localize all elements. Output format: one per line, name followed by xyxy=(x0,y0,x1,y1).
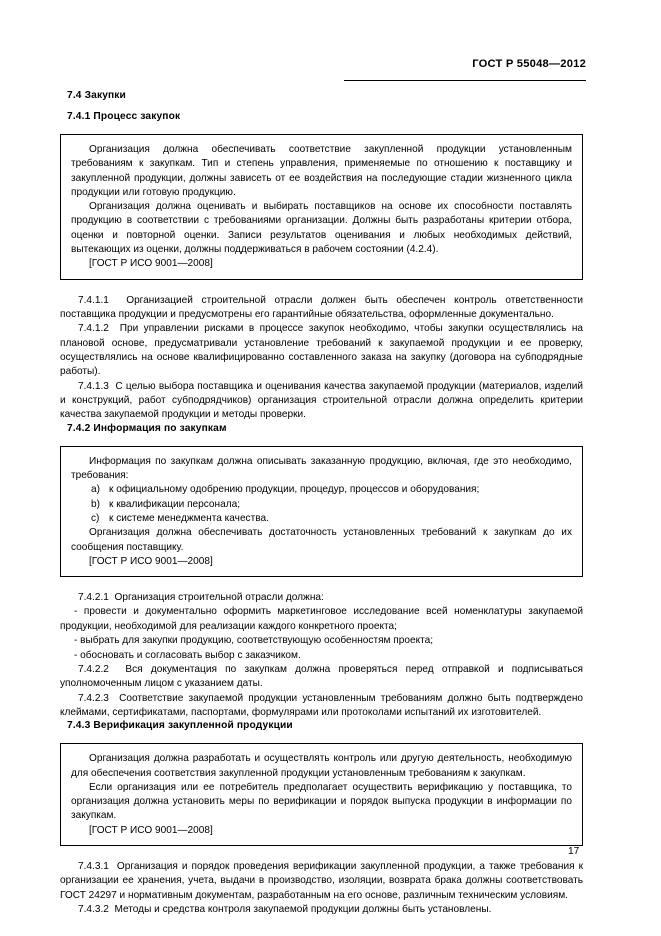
heading-7-4: 7.4 Закупки xyxy=(67,90,126,101)
list-marker: a) xyxy=(91,484,100,496)
heading-7-4-1: 7.4.1 Процесс закупок xyxy=(67,111,181,122)
clause-number: 7.4.1.1 xyxy=(78,294,109,306)
clause-number: 7.4.1.2 xyxy=(78,323,109,335)
box2-requirements-list xyxy=(71,483,572,526)
box3-paragraph-2: Если организация или ее потребитель предполагает осуществить верификацию у поставщика, то организация должна установить меры по верификации и порядок выпуска продукции в информации по закупкам. xyxy=(71,781,572,822)
clause-7-4-1-3 xyxy=(60,380,583,423)
standard-number-header: ГОСТ Р 55048—2012 xyxy=(472,58,586,70)
box1-source-reference: [ГОСТ Р ИСО 9001—2008] xyxy=(89,258,213,270)
clause-text: При управлении рисками в процессе закупок необходимо, чтобы закупки осуществлялись на плановой основе, предусматривали установление требований к закупаемой продукции и ее проверку, осуществлялись на основе квалифицированно составленного заказа на закупку (договора на субподрядные работы). xyxy=(60,323,584,378)
list-item xyxy=(71,512,572,526)
clause-text: Организацией строительной отрасли должен быть обеспечен контроль ответственности поставщика продукции и предусмотрены его гарантийные обязательства, оформленные документально. xyxy=(60,294,583,321)
list-item xyxy=(71,483,572,497)
box1-paragraph-1: Организация должна обеспечивать соответствие закупленной продукции установленным требованиям к закупкам. Тип и степень управления, применяемые по отношению к поставщику и закупленной продукции, должны зависеть от ее воздействия на последующие стадии жизненного цикла продукции или готовую продукцию. xyxy=(71,144,572,198)
list-item-text: к системе менеджмента качества. xyxy=(109,512,269,524)
box2-paragraph-2: Организация должна обеспечивать достаточность установленных требований к закупкам до их сообщения поставщику. xyxy=(71,527,572,553)
clause-7-4-2-1 xyxy=(60,591,583,605)
clause-7-4-3-1 xyxy=(60,860,583,903)
heading-7-4-3: 7.4.3 Верификация закупленной продукции xyxy=(67,720,293,732)
clause-number: 7.4.2.3 xyxy=(78,692,109,704)
box2-source-reference: [ГОСТ Р ИСО 9001—2008] xyxy=(89,555,213,567)
clause-7-4-2-1-item-3: - обосновать и согласовать выбор с заказчиком. xyxy=(74,649,301,661)
box3-paragraph-1: Организация должна разработать и осуществлять контроль или другую деятельность, необходимую для обеспечения соответствия закупленной продукции установленным требованиям к закупкам. xyxy=(71,753,572,779)
clause-7-4-2-1-item-1: - провести и документально оформить маркетинговое исследование всей номенклатуры закупаемой продукции, необходимой для реализации каждого конкретного проекта; xyxy=(60,606,583,632)
heading-7-4-2: 7.4.2 Информация по закупкам xyxy=(67,422,227,434)
clause-7-4-3-2 xyxy=(60,903,583,917)
quoted-box-7-4-2 xyxy=(60,446,583,577)
clause-text: Организация строительной отрасли должна: xyxy=(114,592,324,604)
page-content xyxy=(60,90,583,917)
clause-7-4-2-3 xyxy=(60,692,583,721)
header-rule xyxy=(344,80,586,81)
clause-text: Соответствие закупаемой продукции установленным требованиям должно быть подтверждено клеймами, сертификатами, паспортами, формулярами или протоколами испытаний их изготовителей. xyxy=(60,692,584,718)
quoted-box-7-4-1 xyxy=(60,134,583,280)
clause-text: Вся документация по закупкам должна проверяться перед отправкой и подписываться уполномоченным лицом с указанием даты. xyxy=(60,663,583,690)
clause-7-4-2-2 xyxy=(60,663,583,692)
clause-number: 7.4.2.1 xyxy=(78,592,109,604)
clause-7-4-1-1 xyxy=(60,294,583,323)
page-header xyxy=(0,58,661,84)
list-item xyxy=(71,498,572,512)
clause-text: Методы и средства контроля закупаемой продукции должны быть установлены. xyxy=(114,904,492,916)
quoted-box-7-4-3 xyxy=(60,743,583,846)
clause-number: 7.4.2.2 xyxy=(78,663,109,675)
page-number: 17 xyxy=(568,846,580,857)
clause-number: 7.4.1.3 xyxy=(78,380,109,392)
clause-text: С целью выбора поставщика и оценивания качества закупаемой продукции (материалов, изделий и конструкций, работ субподрядчиков) организация строительной отрасли должна определить критерии качества закупаемой продукции и методы проверки. xyxy=(60,380,583,421)
list-marker: c) xyxy=(91,512,100,524)
box3-source-reference: [ГОСТ Р ИСО 9001—2008] xyxy=(89,824,213,836)
clause-7-4-1-2 xyxy=(60,322,583,379)
clause-number: 7.4.3.1 xyxy=(78,861,109,873)
clause-text: Организация и порядок проведения верификации закупленной продукции, а также требования к организации ее хранения, учета, выдачи в производство, изоляции, возврата брака должны соответствовать ГОСТ 24297 и нормативным документам, разработанным на его основе, различным техническим условиям. xyxy=(60,861,583,901)
list-item-text: к квалификации персонала; xyxy=(109,498,241,510)
clause-number: 7.4.3.2 xyxy=(78,904,109,916)
list-marker: b) xyxy=(91,498,100,510)
clause-7-4-2-1-item-2: - выбрать для закупки продукцию, соответствующую особенностям проекта; xyxy=(74,635,434,647)
list-item-text: к официальному одобрению продукции, процедур, процессов и оборудования; xyxy=(109,484,480,496)
box2-paragraph-1: Информация по закупкам должна описывать заказанную продукцию, включая, где это необходимо, требования: xyxy=(71,455,572,482)
box1-paragraph-2: Организация должна оценивать и выбирать поставщиков на основе их способности поставлять продукцию в соответствии с требованиями организации. Должны быть разработаны критерии отбора, оценки и повторной оценки. Записи результатов оценивания и любых необходимых действий, вытекающих из оценки, должны поддерживаться в рабочем состоянии (4.2.4). xyxy=(71,201,572,256)
